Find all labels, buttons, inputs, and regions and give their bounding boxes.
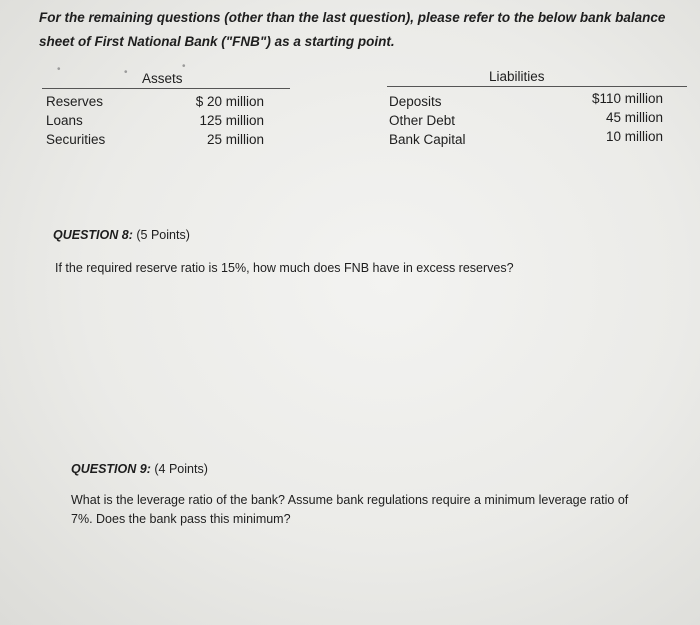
intro-line-1: For the remaining questions (other than the last question), please refer to the below bank balance [39, 10, 666, 25]
liability-label-bank-capital: Bank Capital [389, 132, 466, 147]
question-9-points: (4 Points) [154, 462, 208, 476]
liability-label-deposits: Deposits [389, 94, 442, 109]
liabilities-rule [387, 86, 687, 87]
liability-label-other-debt: Other Debt [389, 113, 456, 128]
stray-mark: • [124, 67, 128, 78]
asset-label-loans: Loans [46, 113, 83, 128]
intro-line-2: sheet of First National Bank ("FNB") as a starting point. [39, 34, 395, 49]
asset-label-reserves: Reserves [46, 94, 104, 109]
question-8-title: QUESTION 8: [53, 228, 133, 242]
liability-value-deposits: $110 million [591, 91, 663, 106]
asset-value-loans: 125 million [199, 113, 264, 128]
liabilities-header: Liabilities [489, 69, 545, 84]
asset-value-reserves: $ 20 million [195, 94, 264, 109]
question-9-heading [71, 462, 208, 476]
liability-value-bank-capital: 10 million [605, 129, 663, 144]
question-9-text-line-1: What is the leverage ratio of the bank? Assume bank regulations require a minimum leverage ratio of [71, 493, 629, 507]
asset-label-securities: Securities [46, 132, 106, 147]
question-8-heading [53, 228, 190, 242]
question-8-points: (5 Points) [136, 228, 190, 242]
question-9-title: QUESTION 9: [71, 462, 151, 476]
assets-rule [42, 88, 290, 89]
liability-value-other-debt: 45 million [605, 110, 663, 125]
asset-value-securities: 25 million [206, 132, 264, 147]
assets-header: Assets [142, 71, 183, 86]
stray-mark: • [57, 64, 61, 75]
question-8-text: If the required reserve ratio is 15%, how much does FNB have in excess reserves? [55, 261, 514, 275]
question-9-text-line-2: 7%. Does the bank pass this minimum? [71, 512, 291, 526]
stray-mark: • [182, 61, 186, 72]
